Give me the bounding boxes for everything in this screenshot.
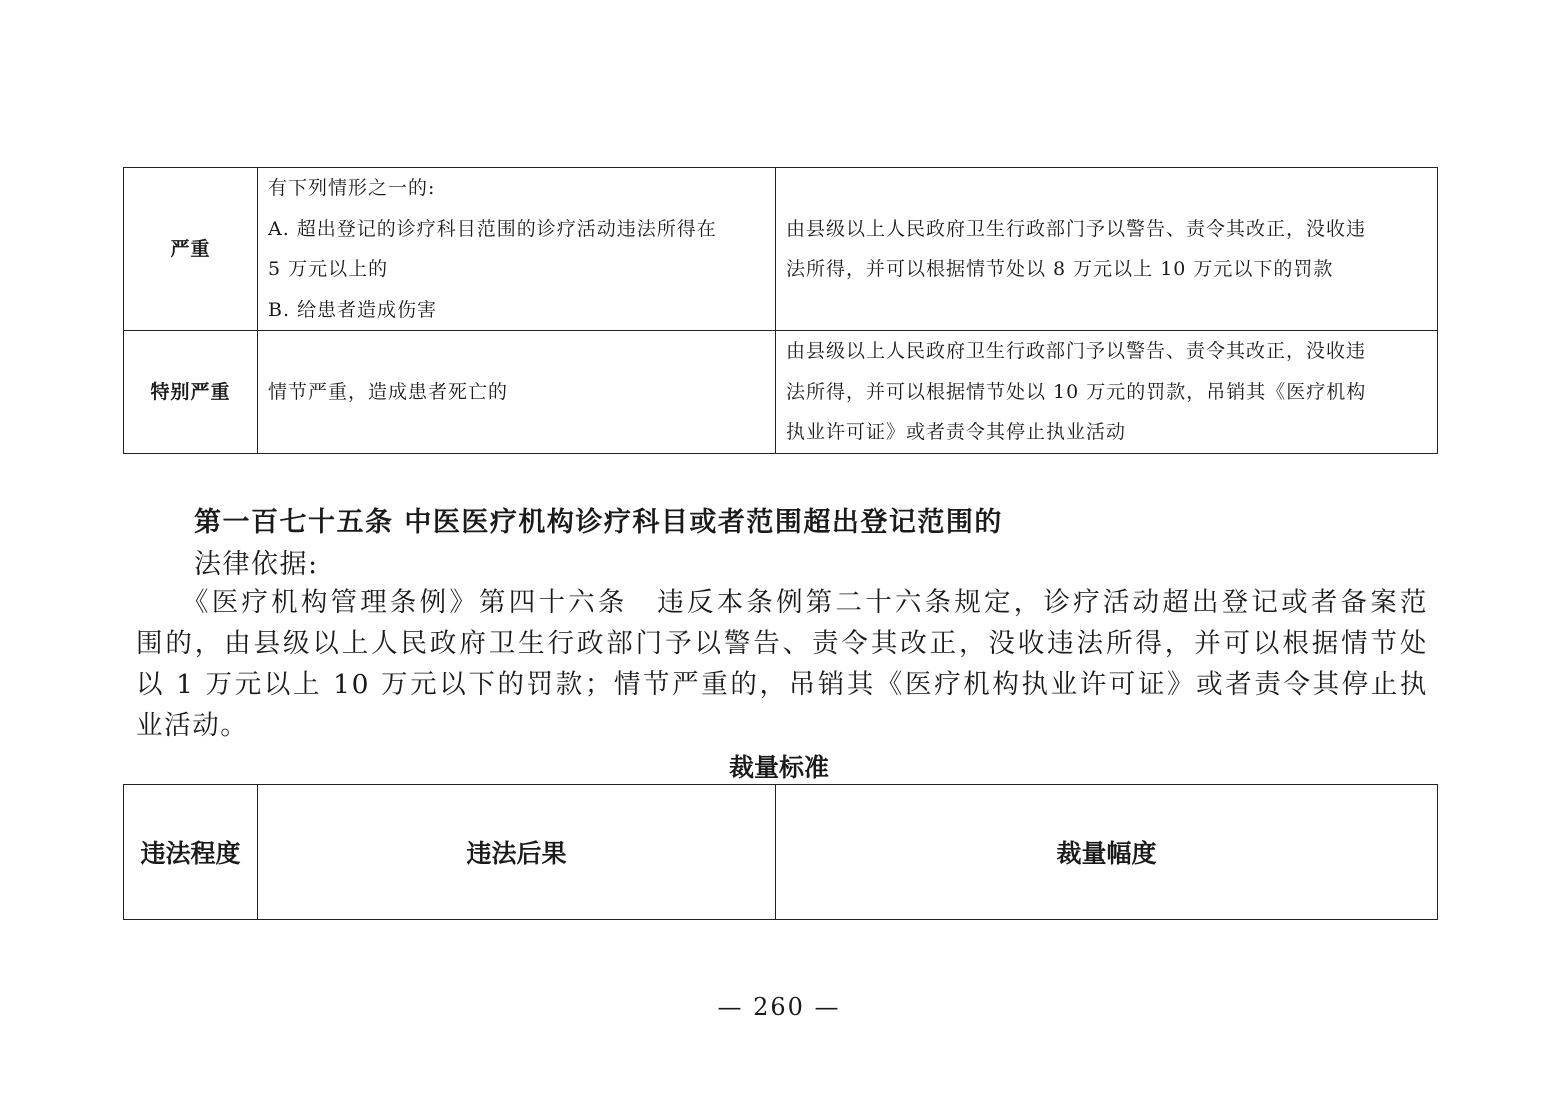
header-discretion-range: 裁量幅度 xyxy=(776,785,1438,920)
page-number: — 260 — xyxy=(717,993,841,1021)
body-line: 《医疗机构管理条例》第四十六条 违反本条例第二十六条规定，诊疗活动超出登记或者备案范 xyxy=(182,587,1428,618)
table-row-very-serious xyxy=(124,331,1438,454)
consequence-line: 有下列情形之一的: xyxy=(268,177,436,199)
penalty-cell xyxy=(776,168,1438,331)
consequence-line: B. 给患者造成伤害 xyxy=(268,298,438,321)
discretion-table-continued xyxy=(123,167,1438,454)
consequence-line: 情节严重，造成患者死亡的 xyxy=(268,380,509,403)
penalty-cell xyxy=(776,331,1438,454)
table-header-row xyxy=(124,785,1438,920)
body-line: 业活动。 xyxy=(136,710,249,741)
header-violation-consequence: 违法后果 xyxy=(258,785,776,920)
header-violation-degree: 违法程度 xyxy=(124,785,258,920)
consequence-line: 5 万元以上的 xyxy=(268,258,389,280)
penalty-line: 执业许可证》或者责令其停止执业活动 xyxy=(786,421,1127,444)
consequence-cell xyxy=(258,331,776,454)
legal-basis-label: 法律依据: xyxy=(194,549,319,580)
standard-caption: 裁量标准 xyxy=(728,753,829,782)
body-line: 围的，由县级以上人民政府卫生行政部门予以警告、责令其改正，没收违法所得，并可以根据情节处 xyxy=(136,628,1428,659)
table-row-serious xyxy=(124,168,1438,331)
penalty-line: 法所得，并可以根据情节处以 8 万元以上 10 万元以下的罚款 xyxy=(786,258,1334,280)
penalty-line: 由县级以上人民政府卫生行政部门予以警告、责令其改正，没收违 xyxy=(786,217,1367,240)
degree-cell: 特别严重 xyxy=(124,331,258,454)
body-line: 以 1 万元以上 10 万元以下的罚款；情节严重的，吊销其《医疗机构执业许可证》或者责令其停止执 xyxy=(136,669,1428,700)
legal-basis-text xyxy=(136,582,1428,746)
consequence-cell xyxy=(258,168,776,331)
discretion-standard-table xyxy=(123,784,1438,920)
degree-cell: 严重 xyxy=(124,168,258,331)
penalty-line: 法所得，并可以根据情节处以 10 万元的罚款，吊销其《医疗机构 xyxy=(786,380,1367,403)
consequence-line: A. 超出登记的诊疗科目范围的诊疗活动违法所得在 xyxy=(268,217,717,240)
penalty-line: 由县级以上人民政府卫生行政部门予以警告、责令其改正，没收违 xyxy=(786,340,1367,363)
article-title: 第一百七十五条 中医医疗机构诊疗科目或者范围超出登记范围的 xyxy=(194,507,1003,538)
